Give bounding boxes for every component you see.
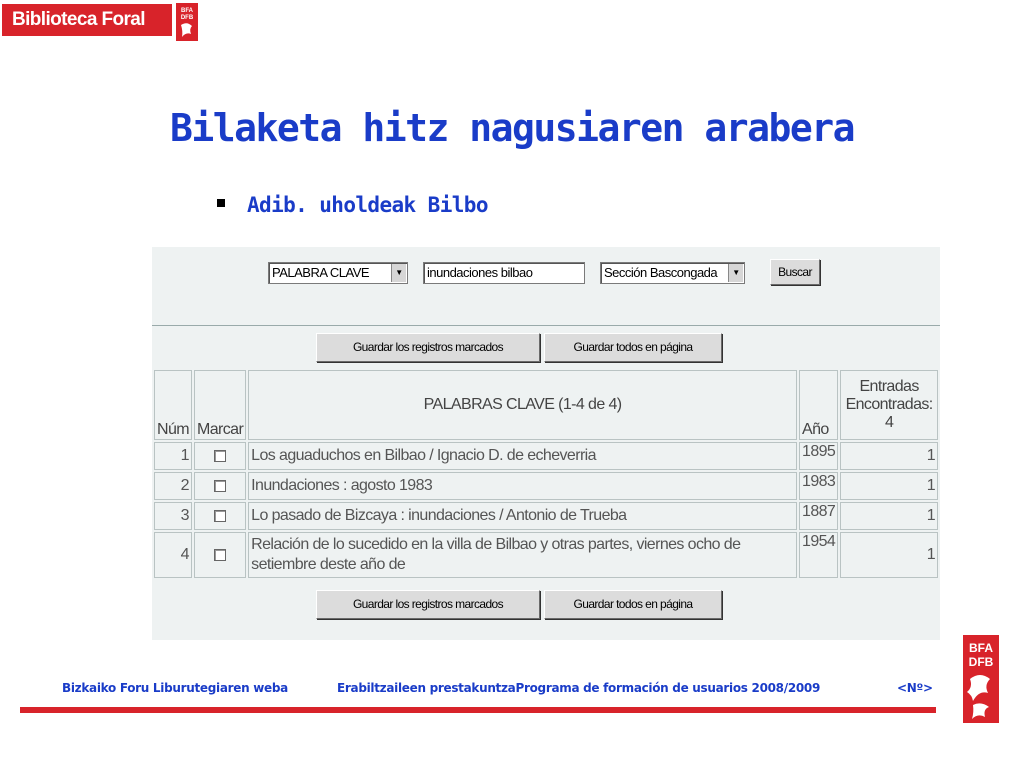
row-entries: 1 xyxy=(840,502,938,530)
save-marked-button-bottom[interactable]: Guardar los registros marcados xyxy=(316,590,540,619)
footer-left: Bizkaiko Foru Liburutegiaren weba xyxy=(62,681,288,695)
chevron-down-icon: ▼ xyxy=(391,264,406,282)
row-checkbox-cell xyxy=(194,472,246,500)
row-title-link[interactable]: Inundaciones : agosto 1983 xyxy=(248,472,797,500)
row-title-link[interactable]: Lo pasado de Bizcaya : inundaciones / Antonio de Trueba xyxy=(248,502,797,530)
row-year: 1983 xyxy=(799,472,838,500)
table-row xyxy=(154,532,938,578)
example-text: Adib. uholdeak Bilbo xyxy=(247,193,488,217)
row-title-link[interactable]: Relación de lo sucedido en la villa de Bilbao y otras partes, viernes ocho de setiembre deste año de xyxy=(248,532,797,578)
row-num: 4 xyxy=(154,532,192,578)
row-num: 3 xyxy=(154,502,192,530)
row-title-link[interactable]: Los aguaduchos en Bilbao / Ignacio D. de echeverria xyxy=(248,442,797,470)
row-num: 2 xyxy=(154,472,192,500)
bfa-emblem-icon xyxy=(176,3,198,41)
emblem-line1: BFA xyxy=(969,641,993,655)
example-bullet xyxy=(217,193,488,217)
mark-checkbox[interactable] xyxy=(214,549,226,561)
opac-screenshot xyxy=(152,247,940,640)
row-checkbox-cell xyxy=(194,502,246,530)
row-year: 1954 xyxy=(799,532,838,578)
header-year: Año xyxy=(799,370,838,440)
save-page-button-top[interactable]: Guardar todos en página xyxy=(544,333,722,362)
biblioteca-foral-logo: Biblioteca Foral xyxy=(2,4,172,36)
table-row xyxy=(154,442,938,470)
row-entries: 1 xyxy=(840,532,938,578)
footer-rule xyxy=(20,707,936,713)
row-entries: 1 xyxy=(840,442,938,470)
header-title: PALABRAS CLAVE (1-4 de 4) xyxy=(248,370,797,440)
footer-page-number: <Nº> xyxy=(897,681,933,695)
row-year: 1895 xyxy=(799,442,838,470)
svg-text:DFB: DFB xyxy=(180,15,194,21)
row-entries: 1 xyxy=(840,472,938,500)
bfa-dfb-emblem-icon xyxy=(963,635,999,723)
header-entries: Entradas Encontradas: 4 xyxy=(840,370,938,440)
table-row xyxy=(154,502,938,530)
section-select[interactable]: Sección Bascongada ▼ xyxy=(600,262,745,284)
search-field-select[interactable]: PALABRA CLAVE ▼ xyxy=(268,262,408,284)
mark-checkbox[interactable] xyxy=(214,480,226,492)
emblem-line2: DFB xyxy=(968,655,994,669)
row-num: 1 xyxy=(154,442,192,470)
results-table xyxy=(152,368,940,580)
header-mark: Marcar xyxy=(194,370,246,440)
search-bar xyxy=(152,247,940,325)
row-checkbox-cell xyxy=(194,442,246,470)
mark-checkbox[interactable] xyxy=(214,510,226,522)
table-row xyxy=(154,472,938,500)
bullet-square-icon xyxy=(217,199,225,207)
table-header-row xyxy=(154,370,938,440)
save-marked-button-top[interactable]: Guardar los registros marcados xyxy=(316,333,540,362)
divider xyxy=(152,325,940,326)
chevron-down-icon: ▼ xyxy=(728,264,743,282)
svg-text:BFA: BFA xyxy=(181,8,193,14)
row-checkbox-cell xyxy=(194,532,246,578)
search-input[interactable]: inundaciones bilbao xyxy=(423,262,585,284)
slide-title: Bilaketa hitz nagusiaren arabera xyxy=(169,106,855,150)
search-button[interactable]: Buscar xyxy=(770,259,820,285)
mark-checkbox[interactable] xyxy=(214,450,226,462)
header-num: Núm xyxy=(154,370,192,440)
save-page-button-bottom[interactable]: Guardar todos en página xyxy=(544,590,722,619)
footer-center: Erabiltzaileen prestakuntzaPrograma de formación de usuarios 2008/2009 xyxy=(337,681,821,695)
row-year: 1887 xyxy=(799,502,838,530)
